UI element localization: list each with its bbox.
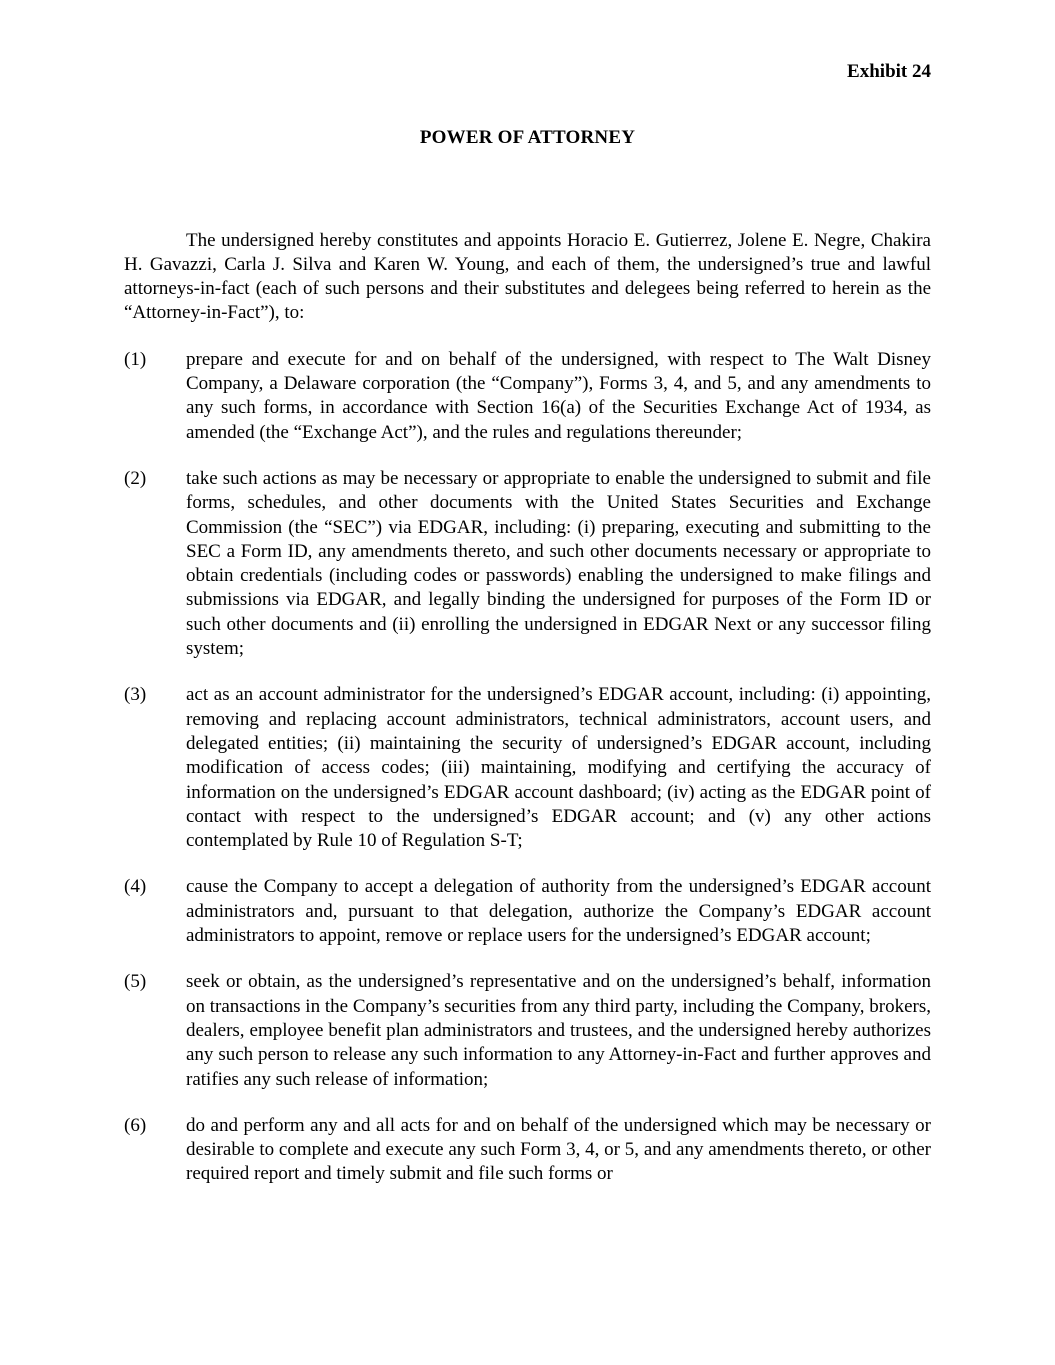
list-item [124,348,931,445]
list-item-text: seek or obtain, as the undersigned’s representative and on the undersigned’s behalf, information on transactions in the Company’s securities from any third party, including the Company, brokers, dealers, employee benefit plan administrators and trustees, and the undersigned hereby authorizes any such person to release any such information to any Attorney-in-Fact and further approves and ratifies any such release of information; [186,971,931,1090]
list-item-number: (1) [124,348,147,370]
list-item-number: (6) [124,1114,147,1136]
list-item [124,467,931,661]
list-item-number: (4) [124,876,147,898]
list-item-text: cause the Company to accept a delegation of authority from the undersigned’s EDGAR account administrators and, pursuant to that delegation, authorize the Company’s EDGAR account administrators to appoint, remove or replace users for the undersigned’s EDGAR account; [186,876,931,947]
list-item [124,1114,931,1187]
intro-paragraph: The undersigned hereby constitutes and appoints Horacio E. Gutierrez, Jolene E. Negre, Chakira H. Gavazzi, Carla J. Silva and Karen W. Young, and each of them, the undersigned’s true and lawful attorneys-in-fact (each of such persons and their substitutes and delegees being referred to herein as the “Attorney-in-Fact”), to: [124,229,931,324]
list-item-text: do and perform any and all acts for and on behalf of the undersigned which may be necessary or desirable to complete and execute any such Form 3, 4, or 5, and any amendments thereto, or other required report and timely submit and file such forms or [186,1114,931,1185]
document-title: POWER OF ATTORNEY [419,127,636,149]
list-item-number: (5) [124,971,147,993]
list-item [124,875,931,948]
list-item [124,683,931,853]
list-item-text: prepare and execute for and on behalf of the undersigned, with respect to The Walt Disney Company, a Delaware corporation (the “Company”), Forms 3, 4, and 5, and any amendments to any such forms, in accordance with Section 16(a) of the Securities Exchange Act of 1934, as amended (the “Exchange Act”), and the rules and regulations thereunder; [186,348,931,443]
list-item-number: (3) [124,684,147,706]
list-item-text: act as an account administrator for the undersigned’s EDGAR account, including: (i) appointing, removing and replacing account administrators, technical administrators, account users, and delegated entities; (ii) maintaining the security of undersigned’s EDGAR account, including modification of access codes; (iii) maintaining, modifying and certifying the accuracy of information on the undersigned’s EDGAR account dashboard; (iv) acting as the EDGAR point of contact with respect to the undersigned’s EDGAR account; and (v) any other actions contemplated by Rule 10 of Regulation S-T; [186,684,931,852]
list-item [124,970,931,1091]
list-item-number: (2) [124,467,147,489]
list-item-text: take such actions as may be necessary or appropriate to enable the undersigned to submit and file forms, schedules, and other documents with the United States Securities and Exchange Commission (the “SEC”) via EDGAR, including: (i) preparing, executing and submitting to the SEC a Form ID, any amendments thereto, and such other documents necessary or appropriate to obtain credentials (including codes or passwords) enabling the undersigned to make filings and submissions via EDGAR, and legally binding the undersigned for purposes of the Form ID or such other documents and (ii) enrolling the undersigned in EDGAR Next or any successor filing system; [186,467,931,660]
exhibit-label: Exhibit 24 [847,61,931,82]
